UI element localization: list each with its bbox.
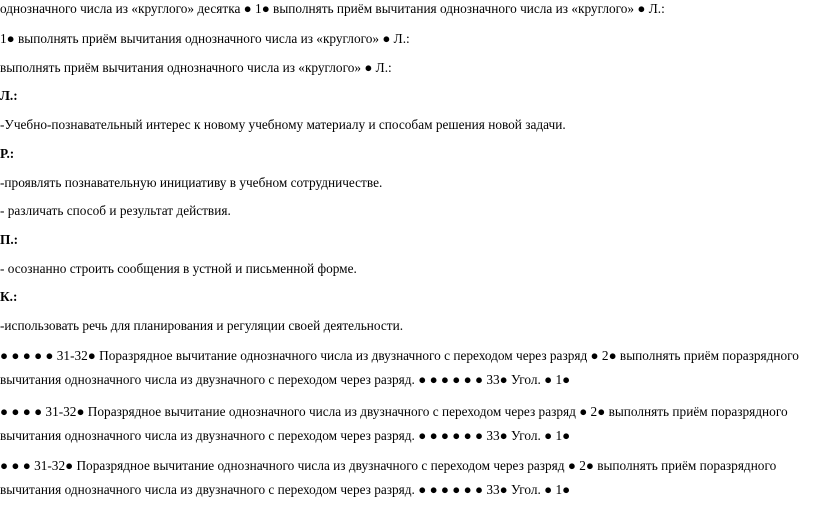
text-line-p-1: - осознанно строить сообщения в устной и письменной форме. (0, 261, 357, 276)
lesson-row-1-line-2: вычитания однозначного числа из двузначного с переходом через разряд. ● ● ● ● ● ● 33● Угол. ● 1● (0, 372, 571, 387)
section-heading-k: К.: (0, 289, 18, 304)
lesson-row-1-line-1: ● ● ● ● ● 31-32● Поразрядное вычитание однозначного числа из двузначного с переходом через разряд ● 2● выполнять приём поразрядного (0, 348, 799, 363)
lesson-row-2-line-1: ● ● ● ● 31-32● Поразрядное вычитание однозначного числа из двузначного с переходом через разряд ● 2● выполнять приём поразрядного (0, 404, 788, 419)
section-heading-l: Л.: (0, 88, 18, 103)
section-heading-r: Р.: (0, 146, 15, 161)
text-line-l-1: -Учебно-познавательный интерес к новому учебному материалу и способам решения новой задачи. (0, 117, 566, 132)
lesson-row-3-line-1: ● ● ● 31-32● Поразрядное вычитание однозначного числа из двузначного с переходом через разряд ● 2● выполнять приём поразрядного (0, 458, 777, 473)
text-line-r-2: - различать способ и результат действия. (0, 203, 231, 218)
text-line-3: выполнять приём вычитания однозначного числа из «круглого» ● Л.: (0, 60, 392, 75)
text-line-k-1: -использовать речь для планирования и регуляции своей деятельности. (0, 318, 404, 333)
section-heading-p: П.: (0, 232, 19, 247)
lesson-row-2-line-2: вычитания однозначного числа из двузначного с переходом через разряд. ● ● ● ● ● ● 33● Угол. ● 1● (0, 428, 571, 443)
lesson-row-3-line-2: вычитания однозначного числа из двузначного с переходом через разряд. ● ● ● ● ● ● 33● Угол. ● 1● (0, 482, 571, 497)
text-line-2: 1● выполнять приём вычитания однозначного числа из «круглого» ● Л.: (0, 31, 410, 46)
text-line-r-1: -проявлять познавательную инициативу в учебном сотрудничестве. (0, 175, 383, 190)
text-line-1: однозначного числа из «круглого» десятка ● 1● выполнять приём вычитания однозначного числа из «круглого» ● Л.: (0, 1, 665, 16)
